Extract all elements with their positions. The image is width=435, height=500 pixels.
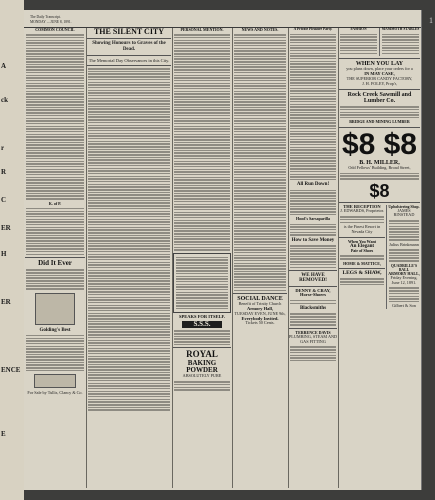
ad-blacksmiths: Blacksmiths	[299, 306, 327, 312]
sliver-fragment: ER	[1, 224, 11, 232]
ad-reception-tag: is the Finest Resort in Nevada City	[343, 224, 381, 234]
page-header	[24, 10, 421, 28]
ad-baking: BAKING	[187, 358, 217, 367]
ad-pair-of-shoes: Pair of Shoes	[350, 248, 374, 254]
deck-memorial-day: The Memorial Day Observances in this City.	[88, 57, 170, 63]
body-text	[24, 208, 86, 255]
body-text	[172, 34, 232, 251]
eight-dollar-row	[338, 127, 421, 161]
footer-for-sale: For Sale by Tullis, Clancy & Co.	[27, 390, 83, 396]
ad-upholstering: Upholstering Shop.	[388, 204, 420, 209]
ad-plumbing: PLUMBING, STEAM AND GAS FITTING	[288, 333, 338, 344]
headline-silent-city: THE SILENT CITY	[93, 27, 165, 36]
ad-we-have-removed: WE HAVE REMOVED!	[299, 273, 327, 284]
dance-tickets: Tickets 50 Cents.	[245, 320, 275, 326]
body-text	[288, 224, 338, 236]
merchant-name: B. H. MILLER,	[359, 159, 400, 166]
sliver-fragment: r	[1, 144, 5, 152]
body-text	[288, 300, 338, 304]
promo-goldings-best: Golding's Best	[39, 327, 71, 333]
heading-kp: K. of P.	[48, 200, 62, 206]
ad-horse-shoers: Horse-Shoers	[300, 292, 326, 298]
sliver-fragment: H	[1, 250, 7, 258]
heading-social-dance: SOCIAL DANCE	[237, 296, 283, 302]
ad-candy-factory: THE SUPERIOR CANDY FACTORY,	[346, 75, 413, 81]
ad-all-run-down: All Run Down!	[296, 182, 330, 188]
sliver-fragment: C	[1, 196, 7, 204]
body-text	[24, 335, 86, 371]
heading-common-council: COMMON COUNCIL	[35, 27, 75, 32]
body-text	[86, 68, 172, 411]
ad-save-money: How to Save Money	[291, 237, 335, 243]
bottom-ads-row	[338, 205, 421, 310]
big-price-center: $8	[369, 180, 390, 201]
ad-place-orders: you plans down, place your orders for a	[346, 66, 413, 72]
ad-terrence-davis: TERRENCE DAVIS	[295, 329, 331, 335]
sliver-fragment: A	[1, 62, 7, 70]
sliver-fragment: ck	[1, 96, 8, 104]
ad-reception-prop: J. EDWARDS, Proprietor.	[340, 208, 384, 214]
heading-private-party: A Private Pleasure Party.	[293, 27, 333, 31]
heading-personal-mention: PERSONAL MENTION.	[180, 27, 224, 32]
paper-name: The Daily Transcript.	[30, 15, 61, 19]
top-ads-row	[338, 28, 421, 56]
body-text	[288, 34, 338, 181]
body-text	[172, 330, 232, 345]
body-text	[288, 346, 338, 361]
column-3	[172, 28, 233, 488]
heading-news-notes: NEWS AND NOTES.	[241, 27, 279, 32]
ad-in-may-case: IN MAY CASE,	[364, 71, 395, 77]
body-text	[24, 34, 86, 199]
merchant-address: Odd Fellows' Building, Broad Street,	[348, 164, 411, 170]
ad-armory-hall: ARMORY HALL,	[388, 270, 420, 276]
sliver-fragment: ER	[1, 298, 11, 306]
ad-when-you-lay: WHEN YOU LAY	[355, 61, 404, 68]
column-1	[24, 28, 87, 488]
big-price-right: $8	[383, 127, 417, 161]
illustration-figures	[35, 293, 75, 325]
illustration-seal	[34, 374, 76, 388]
column-2	[86, 28, 173, 488]
date-line: MONDAY ....JUNE 8, 1891.	[30, 20, 72, 24]
ad-armory-date: Friday Evening, June 12, 1891.	[390, 274, 418, 285]
body-text	[288, 190, 338, 216]
ad-absolutely-pure: ABSOLUTELY PURE	[182, 373, 222, 379]
ad-bridge-lumber: BRIDGE AND MINING LUMBER	[349, 119, 410, 125]
dance-invited: Everybody Invited.	[241, 315, 279, 321]
body-text	[172, 381, 232, 391]
ad-gilbert: Gilbert & Son	[392, 303, 416, 309]
deck-showing-honours: Showing Honours to Graves of the Dead.	[92, 41, 166, 53]
column-6	[338, 28, 421, 488]
body-text	[232, 34, 288, 291]
body-text	[174, 257, 230, 310]
ad-when-you-want: When You Want	[347, 238, 376, 244]
ad-denny-cray: DENNY & CRAY,	[295, 287, 331, 293]
ad-mammoth-stables: MAMMOTH STABLES	[381, 27, 420, 31]
big-price-left: $8	[342, 127, 376, 161]
ad-fashion: FASHION	[350, 27, 367, 31]
body-text	[24, 269, 86, 289]
ad-royal: ROYAL	[186, 349, 218, 360]
column-4	[232, 28, 289, 488]
ad-quadrille-ball: QUADRILLE'S BALL	[390, 263, 418, 272]
ad-sss-logo: S.S.S.	[182, 321, 222, 328]
sliver-fragment: ENCE	[1, 366, 21, 374]
ad-home-mattice: HOME & MATTICE,	[343, 260, 381, 266]
body-text	[288, 313, 338, 325]
ad-an-elegant: An Elegant	[349, 243, 375, 249]
newspaper-page	[24, 10, 433, 490]
ad-hoods-sarsaparilla: Hood's Sarsaparilla	[296, 216, 330, 222]
adjacent-page-sliver	[0, 0, 24, 500]
ad-julius: Julius Brinkmann	[389, 241, 419, 247]
ad-speaks-for-itself: SPEAKS FOR ITSELF.	[179, 314, 225, 320]
column-5	[288, 28, 339, 488]
dance-benefit: Benefit of Trinity Church	[238, 301, 282, 307]
page-number: 1	[429, 16, 433, 25]
dance-armory: Armory Hall,	[247, 306, 273, 312]
ad-powder: POWDER	[186, 366, 218, 375]
body-text	[288, 245, 338, 268]
sliver-fragment: R	[1, 168, 7, 176]
ad-foley: J. H. FOLEY, Prop'r,	[362, 80, 397, 86]
ad-upholstering-prop: JAMES RINSTEAD	[393, 207, 415, 218]
ad-legs-shaw: LEGS & SHAW,	[342, 269, 382, 276]
heading-did-it-ever: Did It Ever	[38, 259, 72, 267]
ad-the-reception: THE RECEPTION	[343, 203, 381, 209]
dance-date: TUESDAY EVEN, JUNE 9th,	[234, 310, 286, 316]
ad-rock-creek-sawmill: Rock Creek Sawmill and Lumber Co.	[347, 91, 412, 104]
sliver-fragment: E	[1, 430, 6, 438]
